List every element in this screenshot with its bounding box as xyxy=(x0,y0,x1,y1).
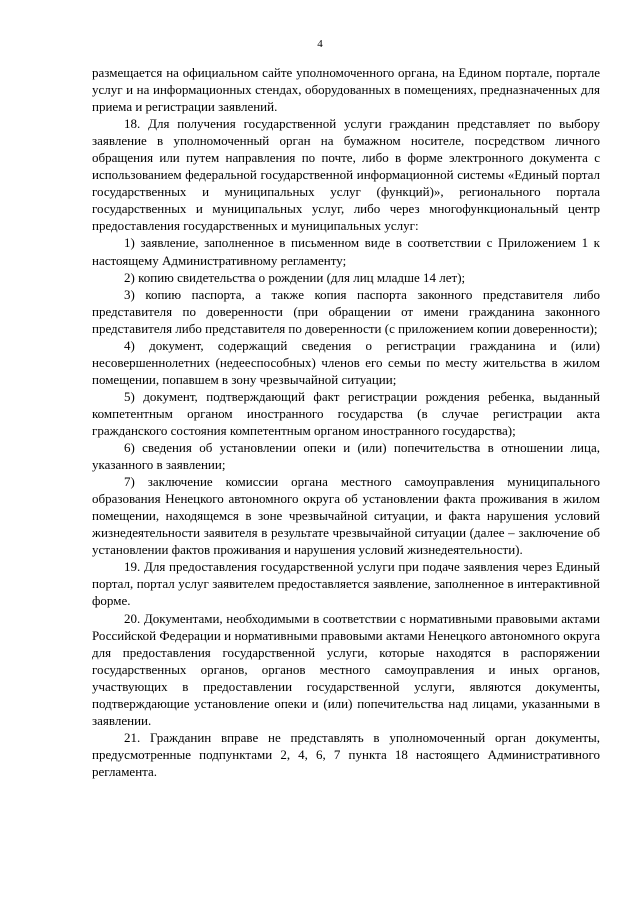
paragraph-21: 21. Гражданин вправе не представлять в уполномоченный орган документы, предусмотренные подпунктами 2, 4, 6, 7 пункта 18 настоящего Административного регламента. xyxy=(92,729,600,779)
paragraph-19: 19. Для предоставления государственной услуги при подаче заявления через Единый портал, портал услуг заявителем предоставляется заявление, заполненное в интерактивной форме. xyxy=(92,559,600,609)
page-number: 4 xyxy=(317,38,323,50)
list-item-4: 4) документ, содержащий сведения о регистрации гражданина и (или) несовершеннолетних (недееспособных) членов его семьи по месту жительства в жилом помещении, попавшем в зону чрезвычайной ситуации; xyxy=(92,337,600,387)
paragraph-20: 20. Документами, необходимыми в соответствии с нормативными правовыми актами Российской Федерации и нормативными правовыми актами Ненецкого автономного округа для предоставления государственной услуги, которые находятся в распоряжении государственных органов, органов местного самоуправления и иных органов, участвующих в предоставлении государственной услуги, являются документы, подтверждающие установление опеки и (или) попечительства над лицами, указанными в заявлении. xyxy=(92,610,600,728)
list-item-3: 3) копию паспорта, а также копия паспорта законного представителя либо представителя по доверенности (при обращении от имени гражданина законного представителя либо представителя по доверенности (с приложением копии доверенности); xyxy=(92,286,600,336)
document-body xyxy=(92,64,600,780)
list-item-5: 5) документ, подтверждающий факт регистрации рождения ребенка, выданный компетентным органом иностранного государства (в случае регистрации акта гражданского состояния компетентным органом иностранного государства); xyxy=(92,388,600,438)
paragraph-18: 18. Для получения государственной услуги гражданин представляет по выбору заявление в уполномоченный орган на бумажном носителе, посредством личного обращения или путем направления по почте, либо в форме электронного документа с использованием федеральной государственной информационной системы «Единый портал государственных и муниципальных услуг (функций)», регионального портала государственных и муниципальных услуг, либо через многофункциональный центр предоставления государственных и муниципальных услуг: xyxy=(92,116,600,234)
paragraph-continuation: размещается на официальном сайте уполномоченного органа, на Едином портале, портале услуг и на информационных стендах, оборудованных в помещениях, предназначенных для приема и регистрации заявлений. xyxy=(92,65,600,115)
list-item-6: 6) сведения об установлении опеки и (или) попечительства в отношении лица, указанного в заявлении; xyxy=(92,440,600,473)
list-item-2: 2) копию свидетельства о рождении (для лиц младше 14 лет); xyxy=(124,269,466,285)
list-item-7: 7) заключение комиссии органа местного самоуправления муниципального образования Ненецкого автономного округа об установлении факта проживания в жилом помещении, находящемся в зоне чрезвычайной ситуации, и факта нарушения условий жизнедеятельности заявителя в результате чрезвычайной ситуации (далее – заключение об установлении фактов проживания и нарушения условий жизнедеятельности). xyxy=(92,474,600,558)
list-item-1: 1) заявление, заполненное в письменном виде в соответствии с Приложением 1 к настоящему Административному регламенту; xyxy=(92,235,600,268)
